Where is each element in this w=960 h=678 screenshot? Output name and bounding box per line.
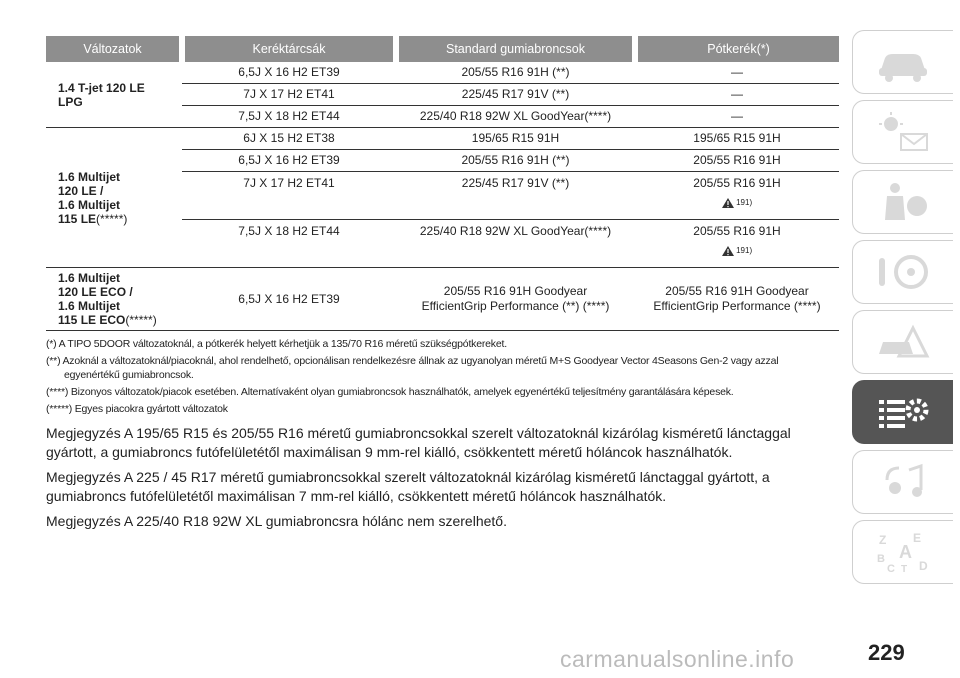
- standard-tire-cell: 205/55 R16 91H (**): [396, 62, 635, 84]
- svg-text:C: C: [887, 563, 895, 574]
- spare-wheel-cell: —: [635, 84, 839, 106]
- spare-wheel-cell: 205/55 R16 91H 191): [635, 220, 839, 268]
- remarks: [46, 424, 839, 531]
- seatbelt-airbag-icon: [873, 180, 933, 224]
- watermark: carmanualsonline.info: [560, 646, 795, 672]
- spare-wheel-cell: 195/65 R15 91H: [635, 128, 839, 150]
- tire-spec-table: [46, 36, 839, 331]
- header-versions: Változatok: [46, 36, 182, 62]
- emergency-car-icon: [873, 320, 933, 364]
- svg-text:T: T: [901, 564, 908, 574]
- tab-warning-lights[interactable]: [852, 100, 953, 164]
- steering-wheel-key-icon: [873, 250, 933, 294]
- wheel-rim-cell: 6,5J X 16 H2 ET39: [182, 268, 396, 331]
- warning-number: 191): [736, 246, 753, 255]
- tab-index[interactable]: [852, 520, 953, 584]
- tab-safety[interactable]: [852, 170, 953, 234]
- header-spare-wheel: Pótkerék(*): [635, 36, 839, 62]
- tab-car[interactable]: [852, 30, 953, 94]
- table-body: [46, 62, 839, 331]
- tab-driving[interactable]: [852, 240, 953, 304]
- page-content: [46, 36, 839, 537]
- table-row: [46, 128, 839, 150]
- wheel-rim-cell: 6J X 15 H2 ET38: [182, 128, 396, 150]
- tab-emergency[interactable]: [852, 310, 953, 374]
- footnote: (****) Bizonyos változatok/piacok esetében. Alternatívaként olyan gumiabroncsok használhatók, amelyek egyenértékű teljesítmény garantálására képesek.: [46, 386, 734, 398]
- warning-number: 191): [736, 198, 753, 207]
- spare-wheel-cell: —: [635, 106, 839, 128]
- warning-reference: [639, 243, 835, 258]
- svg-text:A: A: [899, 542, 912, 562]
- svg-text:Z: Z: [879, 533, 887, 547]
- footnote: (*) A TIPO 5DOOR változatoknál, a pótkerék helyett kérhetjük a 135/70 R16 méretű szükségpótkereket.: [46, 338, 507, 350]
- table-row: [46, 268, 839, 331]
- warning-triangle-icon: [722, 246, 734, 256]
- model-cell: 1.6 Multijet 120 LE / 1.6 Multijet 115 LE(*****): [46, 128, 182, 268]
- table-header-row: [46, 36, 839, 62]
- wheel-rim-cell: 7J X 17 H2 ET41: [182, 84, 396, 106]
- warning-lights-icon: [873, 110, 933, 154]
- remark-paragraph: Megjegyzés A 195/65 R15 és 205/55 R16 méretű gumiabroncsokkal szerelt változatoknál kizárólag kisméretű lánctaggal gyártott, a gumiabroncs futófelületétől maximálisan 9 mm-rel kiálló, csökkentett méretű hóláncok használhatók.: [46, 425, 791, 460]
- wheel-rim-cell: 7,5J X 18 H2 ET44: [182, 106, 396, 128]
- page-number: 229: [868, 640, 905, 665]
- header-wheels: Keréktárcsák: [182, 36, 396, 62]
- table-row: [46, 62, 839, 84]
- wheel-rim-cell: 6,5J X 16 H2 ET39: [182, 150, 396, 172]
- svg-text:B: B: [877, 553, 885, 565]
- svg-text:D: D: [919, 559, 928, 573]
- alphabetical-index-icon: [873, 530, 933, 574]
- model-footnote-ref: (*****): [96, 211, 128, 226]
- standard-tire-cell: 225/40 R18 92W XL GoodYear(****): [396, 106, 635, 128]
- footnote: (**) Azoknál a változatoknál/piacoknál, ahol rendelhető, opcionálisan rendelkezésre állnak az ugyanolyan méretű M+S Goodyear Vector 4Seasons Gen-2 vagy azzal egyenértékű gumiabroncsok.: [46, 355, 779, 381]
- standard-tire-cell: 195/65 R15 91H: [396, 128, 635, 150]
- specifications-gear-icon: [873, 390, 933, 434]
- spare-wheel-cell: 205/55 R16 91H 191): [635, 172, 839, 220]
- warning-reference: [639, 195, 835, 210]
- spare-wheel-cell: 205/55 R16 91H: [635, 150, 839, 172]
- spare-wheel-cell: —: [635, 62, 839, 84]
- header-standard-tires: Standard gumiabroncsok: [396, 36, 635, 62]
- standard-tire-cell: 205/55 R16 91H (**): [396, 150, 635, 172]
- model-cell: 1.6 Multijet 120 LE ECO / 1.6 Multijet 115 LE ECO(*****): [46, 268, 182, 331]
- wheel-rim-cell: 6,5J X 16 H2 ET39: [182, 62, 396, 84]
- tab-multimedia[interactable]: [852, 450, 953, 514]
- spare-wheel-cell: 205/55 R16 91H Goodyear EfficientGrip Performance (****): [635, 268, 839, 331]
- wheel-rim-cell: 7J X 17 H2 ET41: [182, 172, 396, 220]
- standard-tire-cell: 225/40 R18 92W XL GoodYear(****): [396, 220, 635, 268]
- standard-tire-cell: 205/55 R16 91H Goodyear EfficientGrip Performance (**) (****): [396, 268, 635, 331]
- warning-triangle-icon: [722, 198, 734, 208]
- remark-paragraph: Megjegyzés A 225/40 R18 92W XL gumiabroncsra hólánc nem szerelhető.: [46, 513, 507, 529]
- model-footnote-ref: (*****): [125, 313, 157, 327]
- tab-specifications[interactable]: [852, 380, 953, 444]
- svg-text:E: E: [913, 531, 922, 545]
- wheel-rim-cell: 7,5J X 18 H2 ET44: [182, 220, 396, 268]
- model-cell: 1.4 T-jet 120 LE LPG: [46, 62, 182, 128]
- footnote: (*****) Egyes piacokra gyártott változatok: [46, 403, 228, 415]
- multimedia-icon: [873, 460, 933, 504]
- car-icon: [873, 40, 933, 84]
- standard-tire-cell: 225/45 R17 91V (**): [396, 84, 635, 106]
- standard-tire-cell: 225/45 R17 91V (**): [396, 172, 635, 220]
- chapter-tabs: [852, 30, 956, 590]
- footnotes: [46, 337, 839, 416]
- remark-paragraph: Megjegyzés A 225 / 45 R17 méretű gumiabroncsokkal szerelt változatoknál kizárólag kisméretű lánctaggal gyártott, a gumiabroncs futófelületétől maximálisan 7 mm-rel kiálló, csökkentett méretű hóláncok használhatók.: [46, 469, 770, 504]
